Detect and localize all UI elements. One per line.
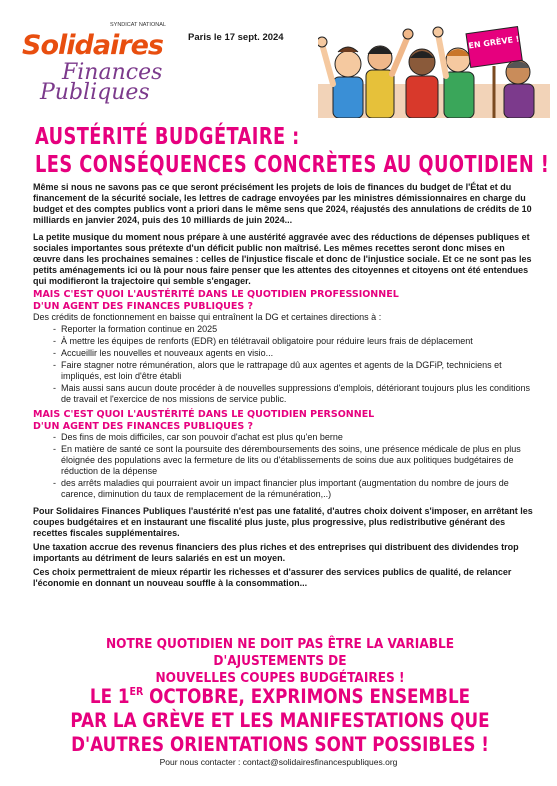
banner2-sup: ER xyxy=(129,685,144,698)
banner1-line2: NOUVELLES COUPES BUDGÉTAIRES ! xyxy=(155,670,405,686)
list-item: - Reporter la formation continue en 2025 xyxy=(57,324,533,335)
banner2-line2: PAR LA GRÈVE ET LES MANIFESTATIONS QUE xyxy=(70,709,490,732)
title-line-1: AUSTÉRITÉ BUDGÉTAIRE : xyxy=(35,124,300,150)
logo-syndicat-text: SYNDICAT NATIONAL xyxy=(110,22,166,28)
title-line-2: LES CONSÉQUENCES CONCRÈTES AU QUOTIDIEN ! xyxy=(35,152,550,178)
list-item: - À mettre les équipes de renforts (EDR) en télétravail obligatoire pour réduire leurs frais de déplacement xyxy=(57,336,533,347)
logo-solidaires-text: Solidaires xyxy=(22,30,164,61)
conclusion-paragraph-2: Une taxation accrue des revenus financiers des plus riches et des entreprises qui distribuent des dividendes trop importants au détriment de leurs salariés en est un moyen. xyxy=(33,542,519,563)
logo-publiques-text: Publiques xyxy=(40,80,150,105)
section2-heading-line2: D'UN AGENT DES FINANCES PUBLIQUES ? xyxy=(33,420,254,432)
section1-heading-line1: MAIS C'EST QUOI L'AUSTÉRITÉ DANS LE QUOTIDIEN PROFESSIONNEL xyxy=(33,289,399,300)
banner2-line3: D'AUTRES ORIENTATIONS SONT POSSIBLES ! xyxy=(71,733,489,756)
section1-heading-line2: D'UN AGENT DES FINANCES PUBLIQUES ? xyxy=(33,300,254,312)
protest-crowd-illustration xyxy=(318,14,550,118)
strike-call-banner xyxy=(65,680,495,757)
logo-finances-text: Finances xyxy=(62,60,163,85)
conclusion-paragraph-1: Pour Solidaires Finances Publiques l'austérité n'est pas une fatalité, d'autres choix doivent s'imposer, en arrêtant les coupes budgétaires et en instaurant une fiscalité plus juste, plus progressive, plus redistributive générant des recettes fiscales supplémentaires. xyxy=(33,506,533,538)
list-item: - Mais aussi sans aucun doute procéder à de nouvelles suppressions d'emplois, détériorant toujours plus les conditions de travail et l'exercice de nos missions de service public. xyxy=(57,383,533,405)
banner2-line1-rest: OCTOBRE, EXPRIMONS ENSEMBLE xyxy=(143,685,471,708)
banner2-le: LE 1 xyxy=(89,685,130,708)
document-body xyxy=(33,182,533,595)
list-item: - Des fins de mois difficiles, car son pouvoir d'achat est plus qu'en berne xyxy=(57,432,533,443)
list-item: - Accueillir les nouvelles et nouveaux agents en visio... xyxy=(57,348,533,359)
section2-list xyxy=(57,432,533,500)
list-item: - des arrêts maladies qui pourraient avoir un impact financier plus important (augmentation du nombre de jours de carence, diminution du taux de remplacement de la rémunération,..) xyxy=(57,478,533,500)
section1-list xyxy=(57,324,533,405)
context-paragraph: La petite musique du moment nous prépare à une austérité aggravée avec des réductions de dépenses publiques et sociales importantes sous prétexte d'un déficit public non maîtrisé. Les mêmes recettes seront donc mises en œuvre dans les prochaines semaines : celles de l'injustice fiscale et donc de l'injustice sociale. Et ce ne sont pas les petits aménagements ici ou là pour nous faire penser que les attentes des citoyennes et citoyens ont été entendues qui modifieront la trajectoire qui semble s'engager. xyxy=(33,232,532,286)
header xyxy=(0,0,557,120)
strike-sign-label: EN GRÈVE ! xyxy=(467,34,520,51)
page-title xyxy=(35,123,550,179)
document-date: Paris le 17 sept. 2024 xyxy=(188,32,284,43)
intro-paragraph: Même si nous ne savons pas ce que seront précisément les projets de lois de finances du budget de l'État et du financement de la sécurité sociale, les lettres de cadrage envoyées par les ministres démissionnaires en charge du budget et des comptes publics vont a priori dans le même sens que 2024, réajustés des annulations de crédits de 10 milliards en janvier 2024, puis des 10 milliards de juin 2024... xyxy=(33,182,532,225)
section2-heading xyxy=(33,409,533,432)
section1-lead: Des crédits de fonctionnement en baisse qui entraînent la DG et certaines directions à : xyxy=(33,312,382,322)
banner2-line1 xyxy=(65,680,495,709)
section2-heading-line1: MAIS C'EST QUOI L'AUSTÉRITÉ DANS LE QUOTIDIEN PERSONNEL xyxy=(33,409,375,420)
banner1-line1: NOTRE QUOTIDIEN NE DOIT PAS ÊTRE LA VARIABLE D'AJUSTEMENTS DE xyxy=(105,636,455,669)
contact-line: Pour nous contacter : contact@solidairesfinancespubliques.org xyxy=(159,757,398,767)
solidaires-logo xyxy=(22,22,182,114)
list-item: - Faire stagner notre rémunération, alors que le rattrapage dû aux agentes et agents de la DGFiP, techniciens et impliqués, est loin d'être établi xyxy=(57,360,533,382)
list-item: - En matière de santé ce sont la poursuite des déremboursements des soins, une présence médicale de plus en plus éloignée des populations avec la fermeture de lits ou d'établissements de soins due aux politiques budgétaires de réduction de la dépense xyxy=(57,444,533,477)
conclusion-paragraph-3: Ces choix permettraient de mieux répartir les richesses et d'assurer des services publics de qualité, de relancer l'économie en donnant un nouveau souffle à la consommation... xyxy=(33,567,512,588)
section1-heading xyxy=(33,289,533,312)
